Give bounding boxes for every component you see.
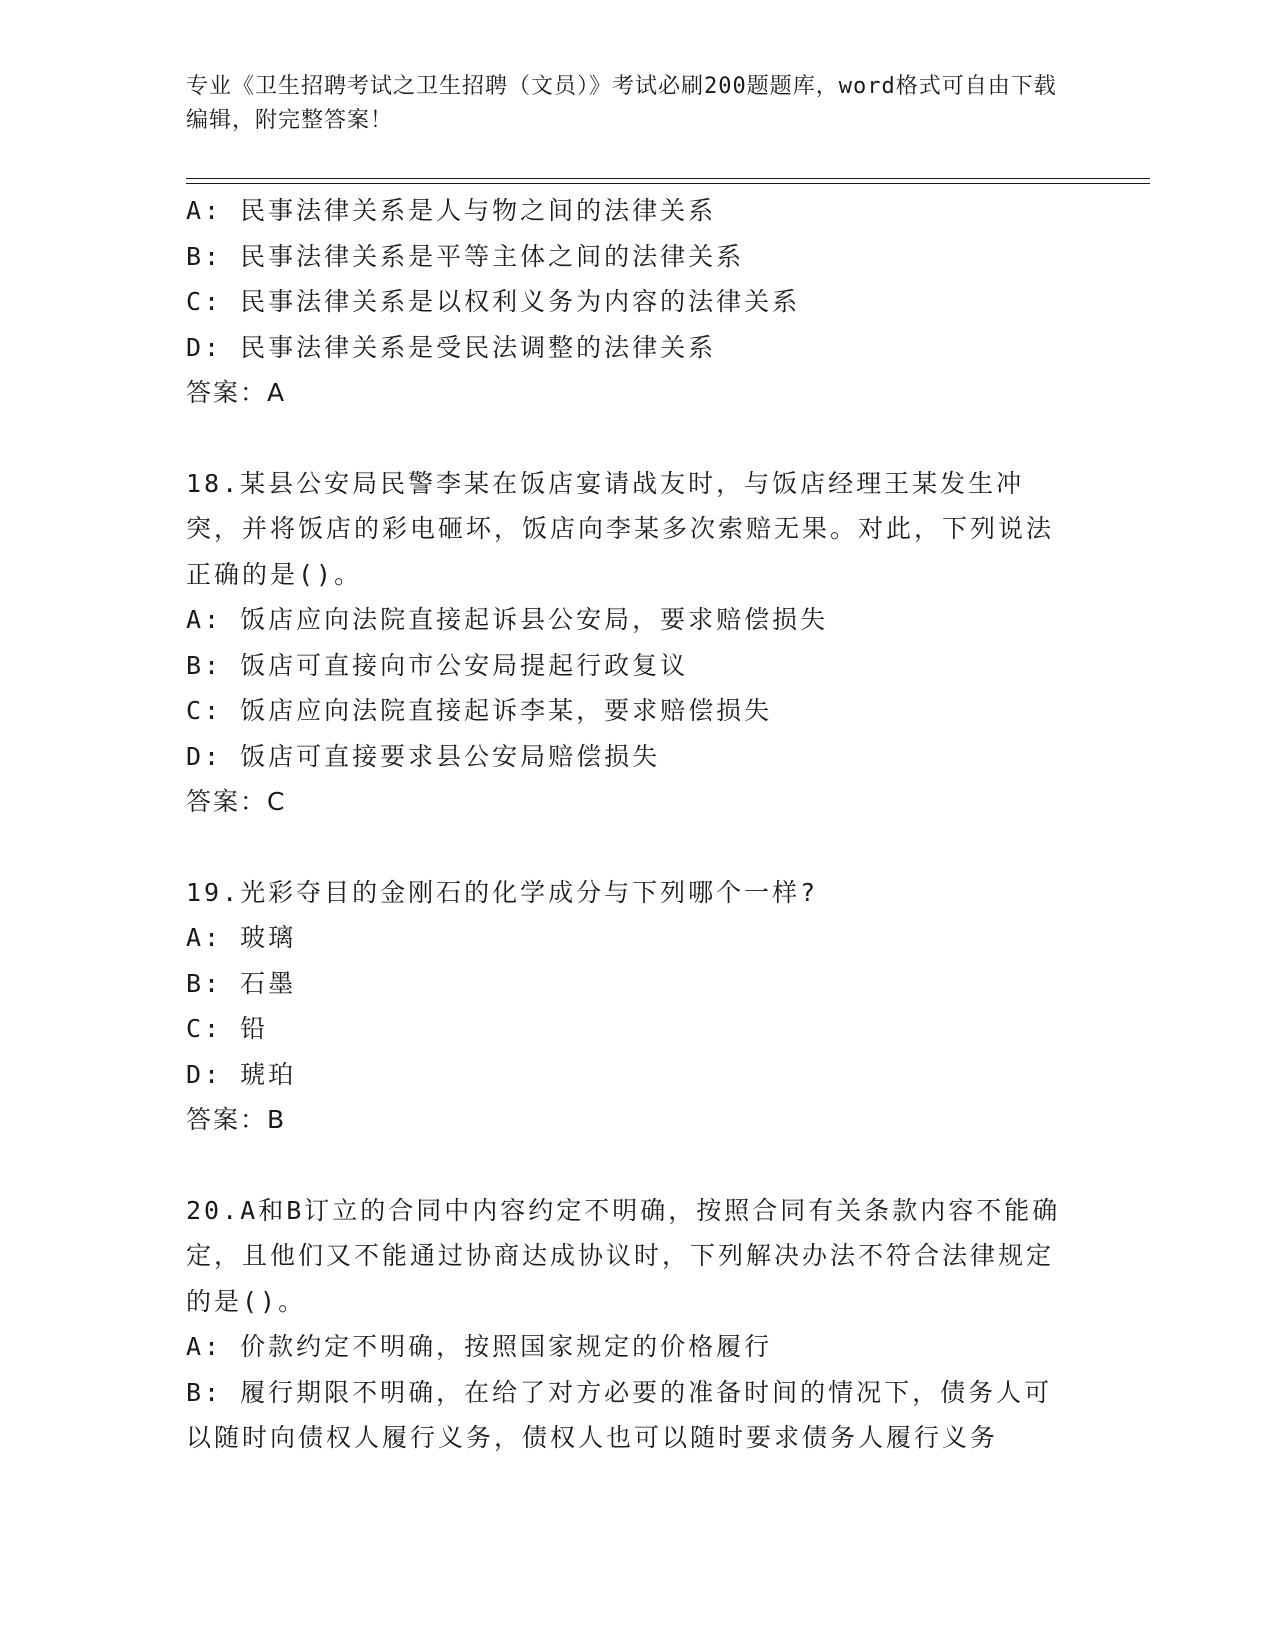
option-c: C: 铅 xyxy=(186,1014,269,1043)
option-b: B: 饭店可直接向市公安局提起行政复议 xyxy=(186,650,689,680)
spacer xyxy=(186,1143,1066,1188)
question-stem: 19.光彩夺目的金刚石的化学成分与下列哪个一样? xyxy=(186,877,819,907)
question-stem: 20.A和B订立的合同中内容约定不明确，按照合同有关条款内容不能确定，且他们又不能通过协商达成协议时，下列解决办法不符合法律规定的是()。 xyxy=(186,1195,1061,1316)
spacer xyxy=(186,416,1066,461)
option-a: A: 民事法律关系是人与物之间的法律关系 xyxy=(186,196,717,225)
option-c: C: 民事法律关系是以权利义务为内容的法律关系 xyxy=(186,287,801,316)
option-c: C: 饭店应向法院直接起诉李某，要求赔偿损失 xyxy=(186,696,773,725)
header-rule-bottom xyxy=(186,183,1150,184)
option-d: D: 琥珀 xyxy=(186,1059,297,1089)
question-17 xyxy=(186,188,1066,416)
question-18 xyxy=(186,461,1066,825)
answer: 答案：A xyxy=(186,378,287,407)
header-title: 专业《卫生招聘考试之卫生招聘（文员）》考试必刷200题题库，word格式可自由下载编辑，附完整答案！ xyxy=(186,74,1057,133)
header-rule-top xyxy=(186,178,1150,179)
question-19 xyxy=(186,870,1066,1143)
answer: 答案：C xyxy=(186,787,287,816)
option-a: A: 玻璃 xyxy=(186,923,297,952)
spacer xyxy=(186,825,1066,870)
option-b: B: 石墨 xyxy=(186,968,297,998)
option-b: B: 民事法律关系是平等主体之间的法律关系 xyxy=(186,241,745,271)
option-a: A: 价款约定不明确，按照国家规定的价格履行 xyxy=(186,1332,773,1361)
question-20 xyxy=(186,1188,1066,1461)
option-a: A: 饭店应向法院直接起诉县公安局，要求赔偿损失 xyxy=(186,605,829,634)
question-stem: 18.某县公安局民警李某在饭店宴请战友时，与饭店经理王某发生冲突，并将饭店的彩电砸坏，饭店向李某多次索赔无果。对此，下列说法正确的是()。 xyxy=(186,468,1055,589)
option-d: D: 民事法律关系是受民法调整的法律关系 xyxy=(186,332,717,362)
document-header xyxy=(186,70,1066,138)
answer: 答案：B xyxy=(186,1105,287,1134)
option-d: D: 饭店可直接要求县公安局赔偿损失 xyxy=(186,741,661,771)
question-list xyxy=(186,188,1066,1461)
option-b: B: 履行期限不明确，在给了对方必要的准备时间的情况下，债务人可以随时向债权人履行义务，债权人也可以随时要求债务人履行义务 xyxy=(186,1377,1053,1452)
